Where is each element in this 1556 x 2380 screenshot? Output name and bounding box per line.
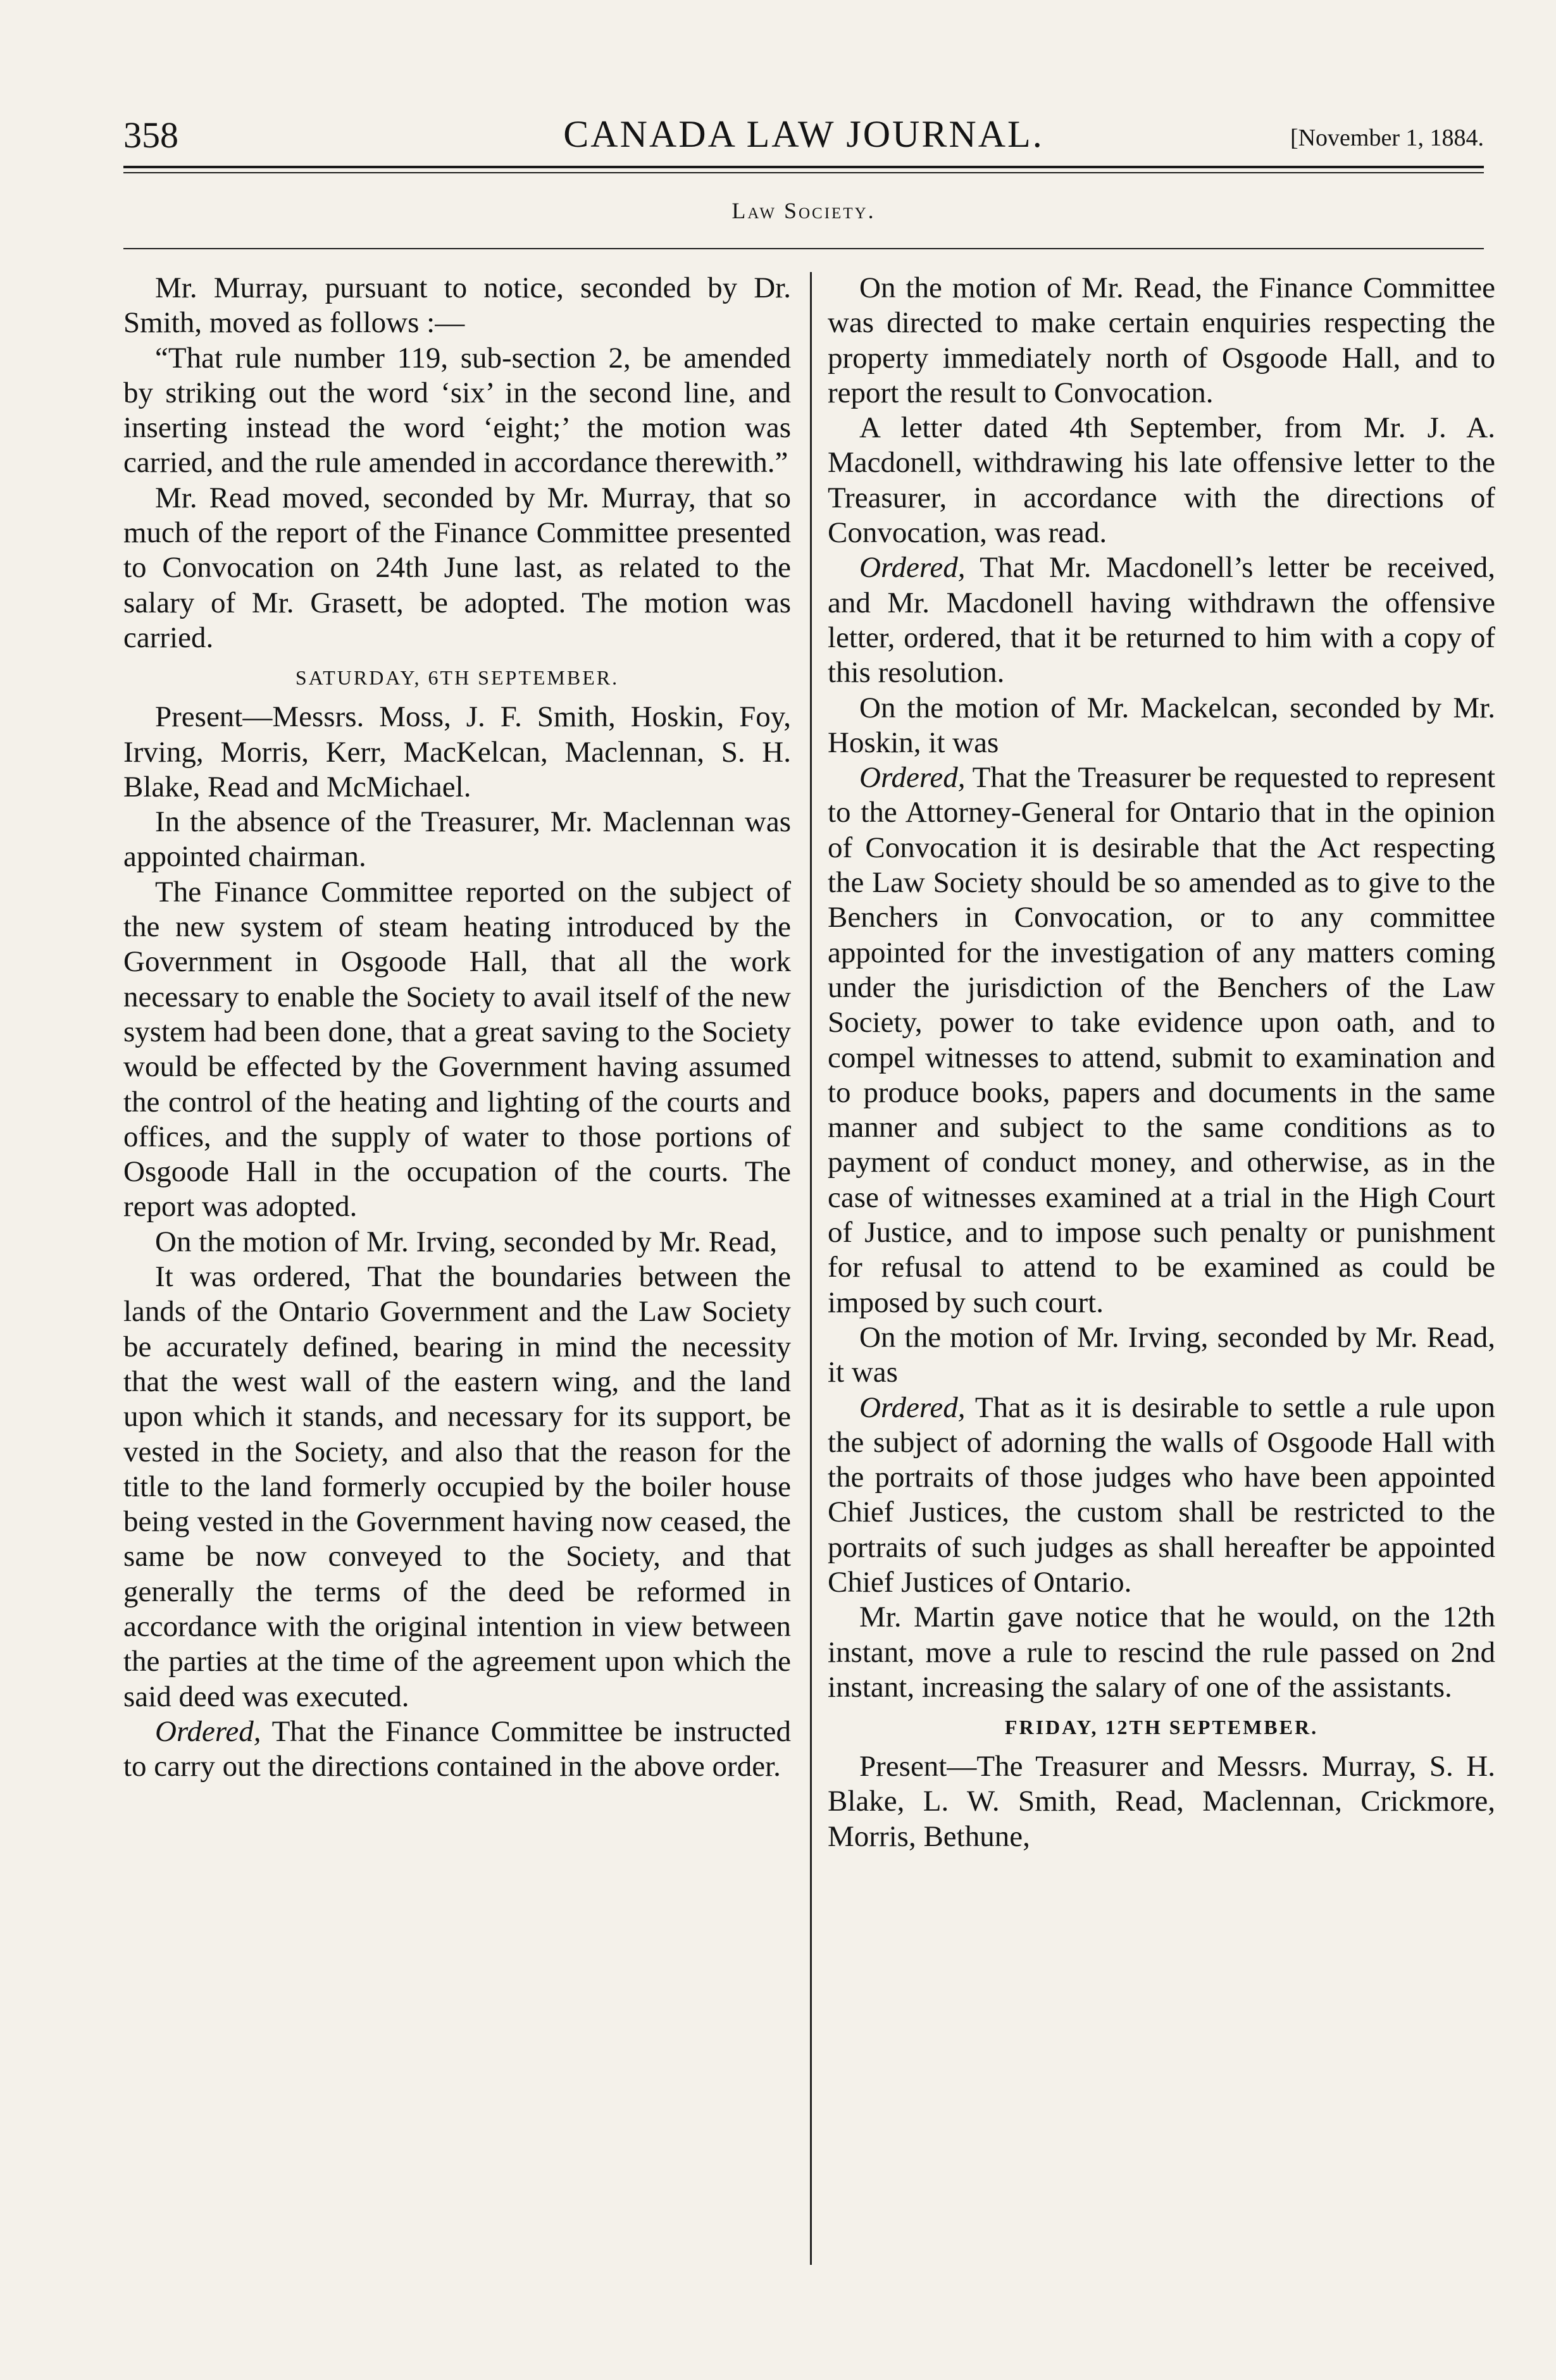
ordered-lead-in: Ordered, bbox=[859, 551, 966, 585]
paragraph bbox=[123, 271, 791, 341]
paragraph bbox=[123, 1260, 791, 1714]
paragraph-text: The Finance Committee reported on the subject of the new system of steam heating introduced by the Government in Osgoode Hall, that all the work necessary to enable the Society to avail itself of the new system had been done, that a great saving to the Society would be effected by the Government having assumed the control of the heating and lighting of the courts and offices, and the supply of water to those portions of Osgoode Hall in the occupation of the courts. The report was adopted. bbox=[123, 875, 791, 1224]
column-divider bbox=[810, 272, 812, 2265]
paragraph bbox=[123, 1225, 791, 1260]
paragraph bbox=[123, 341, 791, 481]
paragraph bbox=[828, 271, 1495, 411]
paragraph bbox=[828, 1320, 1495, 1391]
paragraph bbox=[123, 481, 791, 655]
paragraph bbox=[123, 700, 791, 805]
paragraph bbox=[828, 411, 1495, 550]
paragraph-text: It was ordered, That the boundaries between the lands of the Ontario Government and the Law Society be accurately defined, bearing in mind the necessity that the west wall of the eastern wing, and the land upon which it stands, and necessary for its support, be vested in the Society, and also that the reason for the title to the land formerly occupied by the boiler house being vested in the Government having now ceased, the same be now conveyed to the Society, and that generally the terms of the deed be reformed in accordance with the original intention in view between the parties at the time of the agreement upon which the said deed was executed. bbox=[123, 1260, 791, 1713]
header-rule-thick bbox=[123, 166, 1484, 168]
paragraph bbox=[828, 691, 1495, 761]
journal-title: CANADA LAW JOURNAL. bbox=[563, 113, 1044, 155]
paragraph-text: That the Finance Committee be instructed to carry out the directions contained in the above order. bbox=[123, 1714, 791, 1783]
date-heading bbox=[828, 1711, 1495, 1743]
paragraph-text: That as it is desirable to settle a rule upon the subject of adorning the walls of Osgoode Hall with the portraits of those judges who have been appointed Chief Justices, the custom shall be restricted to the portraits of such judges as shall hereafter be appointed Chief Justices of Ontario. bbox=[828, 1391, 1495, 1599]
paragraph-text: That Mr. Macdonell’s letter be received, and Mr. Macdonell having withdrawn the offensive letter, ordered, that it be returned to him with a copy of this resolution. bbox=[828, 551, 1495, 690]
ordered-lead-in: Ordered, bbox=[859, 1391, 966, 1424]
paragraph-text: On the motion of Mr. Irving, seconded by Mr. Read, it was bbox=[828, 1320, 1495, 1389]
header-rule-thin bbox=[123, 172, 1484, 173]
paragraph bbox=[828, 760, 1495, 1320]
paragraph-text: A letter dated 4th September, from Mr. J. A. Macdonell, withdrawing his late offensive letter to the Treasurer, in accordance with the directions of Convocation, was read. bbox=[828, 411, 1495, 550]
date-heading bbox=[123, 662, 791, 693]
paragraph bbox=[123, 1714, 791, 1785]
paragraph-text: Present—The Treasurer and Messrs. Murray, S. H. Blake, L. W. Smith, Read, Maclennan, Crickmore, Morris, Bethune, bbox=[828, 1750, 1495, 1853]
right-column bbox=[828, 271, 1495, 1854]
left-column bbox=[123, 271, 791, 1784]
page-number: 358 bbox=[123, 115, 178, 156]
paragraph bbox=[828, 1600, 1495, 1705]
paragraph-text: SATURDAY, 6TH SEPTEMBER. bbox=[295, 666, 619, 690]
paragraph-text: On the motion of Mr. Read, the Finance Committee was directed to make certain enquiries respecting the property immediately north of Osgoode Hall, and to report the result to Convocation. bbox=[828, 271, 1495, 409]
paragraph bbox=[123, 805, 791, 875]
section-rule bbox=[123, 248, 1484, 249]
paragraph-text: Mr. Read moved, seconded by Mr. Murray, that so much of the report of the Finance Committee presented to Convocation on 24th June last, as related to the salary of Mr. Grasett, be adopted. The motion was carried. bbox=[123, 481, 791, 654]
ordered-lead-in: Ordered, bbox=[155, 1714, 261, 1748]
paragraph-text: Mr. Murray, pursuant to notice, seconded by Dr. Smith, moved as follows :— bbox=[123, 271, 791, 340]
paragraph bbox=[828, 1391, 1495, 1601]
paragraph bbox=[123, 875, 791, 1225]
paragraph bbox=[828, 550, 1495, 690]
ordered-lead-in: Ordered, bbox=[859, 761, 966, 795]
paragraph-text: In the absence of the Treasurer, Mr. Maclennan was appointed chairman. bbox=[123, 805, 791, 874]
paragraph-text: On the motion of Mr. Mackelcan, seconded by Mr. Hoskin, it was bbox=[828, 691, 1495, 759]
running-header bbox=[123, 106, 1484, 157]
paragraph-text: That the Treasurer be requested to represent to the Attorney-General for Ontario that in the opinion of Convocation it is desirable that the Act respecting the Law Society should be so amended as to give to the Benchers in Convocation, or to any committee appointed for the investigation of any matters coming under the jurisdiction of the Benchers of the Law Society, power to take evidence upon oath, and to compel witnesses to attend, submit to examination and to produce books, papers and documents in the same manner and subject to the same conditions as to payment of conduct money, and otherwise, as in the case of witnesses examined at a trial in the High Court of Justice, and to impose such penalty or punishment for refusal to attend to be examined as could be imposed by such court. bbox=[828, 761, 1495, 1319]
issue-date: [November 1, 1884. bbox=[1290, 125, 1484, 151]
paragraph bbox=[828, 1749, 1495, 1854]
paragraph-text: Present—Messrs. Moss, J. F. Smith, Hoskin, Foy, Irving, Morris, Kerr, MacKelcan, Maclennan, S. H. Blake, Read and McMichael. bbox=[123, 700, 791, 803]
paragraph-text: FRIDAY, 12TH SEPTEMBER. bbox=[1004, 1716, 1319, 1739]
paragraph-text: On the motion of Mr. Irving, seconded by Mr. Read, bbox=[155, 1225, 777, 1258]
section-title: Law Society. bbox=[731, 198, 876, 223]
paragraph-text: “That rule number 119, sub-section 2, be amended by striking out the word ‘six’ in the second line, and inserting instead the word ‘eight;’ the motion was carried, and the rule amended in accordance therewith.” bbox=[123, 341, 791, 480]
paragraph-text: Mr. Martin gave notice that he would, on the 12th instant, move a rule to rescind the rule passed on 2nd instant, increasing the salary of one of the assistants. bbox=[828, 1601, 1495, 1704]
